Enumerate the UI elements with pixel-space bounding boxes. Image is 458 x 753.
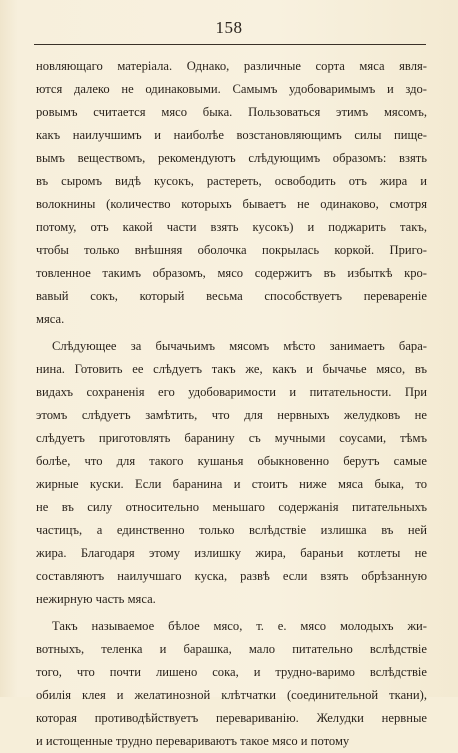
text-line: потому, отъ какой части взять кусокъ) и поджарить такъ, <box>36 220 427 234</box>
text-line: которая противодѣйствуетъ перевариванію. Желудки нервные <box>36 711 427 725</box>
text-line: и истощенные трудно перевариваютъ такое мясо и потому <box>36 734 350 748</box>
text-line: вымъ веществомъ, рекомендуютъ слѣдующимъ образомъ: взять <box>36 151 427 165</box>
text-line: волокнины (количество которыхъ бываетъ не одинаково, смотря <box>36 197 427 211</box>
text-line: ровымъ считается мясо быка. Пользоваться этимъ мясомъ, <box>36 105 427 119</box>
text-line: жирные куски. Если баранина и стоитъ ниже мяса быка, то <box>36 477 427 491</box>
text-line: того, что почти лишено сока, и трудно-варимо вслѣдствіе <box>36 665 427 679</box>
text-line: чтобы только внѣшняя оболочка покрылась коркой. Приго- <box>36 243 427 257</box>
text-line: новляющаго матеріала. Однако, различные сорта мяса явля- <box>36 59 427 73</box>
text-line: этомъ слѣдуетъ замѣтить, что для нервныхъ желудковъ не <box>36 408 427 422</box>
page-number: 158 <box>215 18 243 37</box>
text-line: въ сыромъ видѣ кусокъ, растереть, освободить отъ жира и <box>36 174 427 188</box>
text-line: нина. Готовить ее слѣдуетъ такъ же, какъ и бычачье мясо, въ <box>36 362 427 376</box>
text-line: составляютъ наилучшаго куска, развѣ если взять обрѣзанную <box>36 569 427 583</box>
page-body <box>36 55 427 753</box>
text-line: вотныхъ, теленка и барашка, мало питательно вслѣдствіе <box>36 642 427 656</box>
text-line: не въ силу относительно меньшаго содержанія питательныхъ <box>36 500 427 514</box>
text-line: Такъ называемое бѣлое мясо, т. е. мясо молодыхъ жи- <box>52 619 427 633</box>
text-line: слѣдуетъ приготовлять баранину съ мучными соусами, тѣмъ <box>36 431 427 445</box>
text-line: ются далеко не одинаковыми. Самымъ удобоваримымъ и здо- <box>36 82 427 96</box>
text-line: Слѣдующее за бычачьимъ мясомъ мѣсто занимаетъ бара- <box>52 339 427 353</box>
text-line: видахъ сохраненія его удобоваримости и питательности. При <box>36 385 427 399</box>
text-line: обилія клея и желатинозной клѣтчатки (соединительной ткани), <box>36 688 427 702</box>
paragraph <box>36 615 427 753</box>
text-line: частицъ, а единственно только вслѣдствіе излишка въ ней <box>36 523 427 537</box>
text-line: нежирную часть мяса. <box>36 592 156 606</box>
text-line: товленное такимъ образомъ, мясо содержитъ въ избыткѣ кро- <box>36 266 427 280</box>
paragraph <box>36 55 427 331</box>
text-line: вавый сокъ, который весьма способствуетъ перевареніе <box>36 289 427 303</box>
text-line: жира. Благодаря этому излишку жира, бараньи котлеты не <box>36 546 427 560</box>
header-rule <box>34 44 426 45</box>
text-line: какъ наилучшимъ и наиболѣе возстановляющимъ силы пище- <box>36 128 427 142</box>
text-line: болѣе, что для такого кушанья обыкновенно берутъ самые <box>36 454 427 468</box>
text-line: мяса. <box>36 312 65 326</box>
paragraph <box>36 335 427 611</box>
